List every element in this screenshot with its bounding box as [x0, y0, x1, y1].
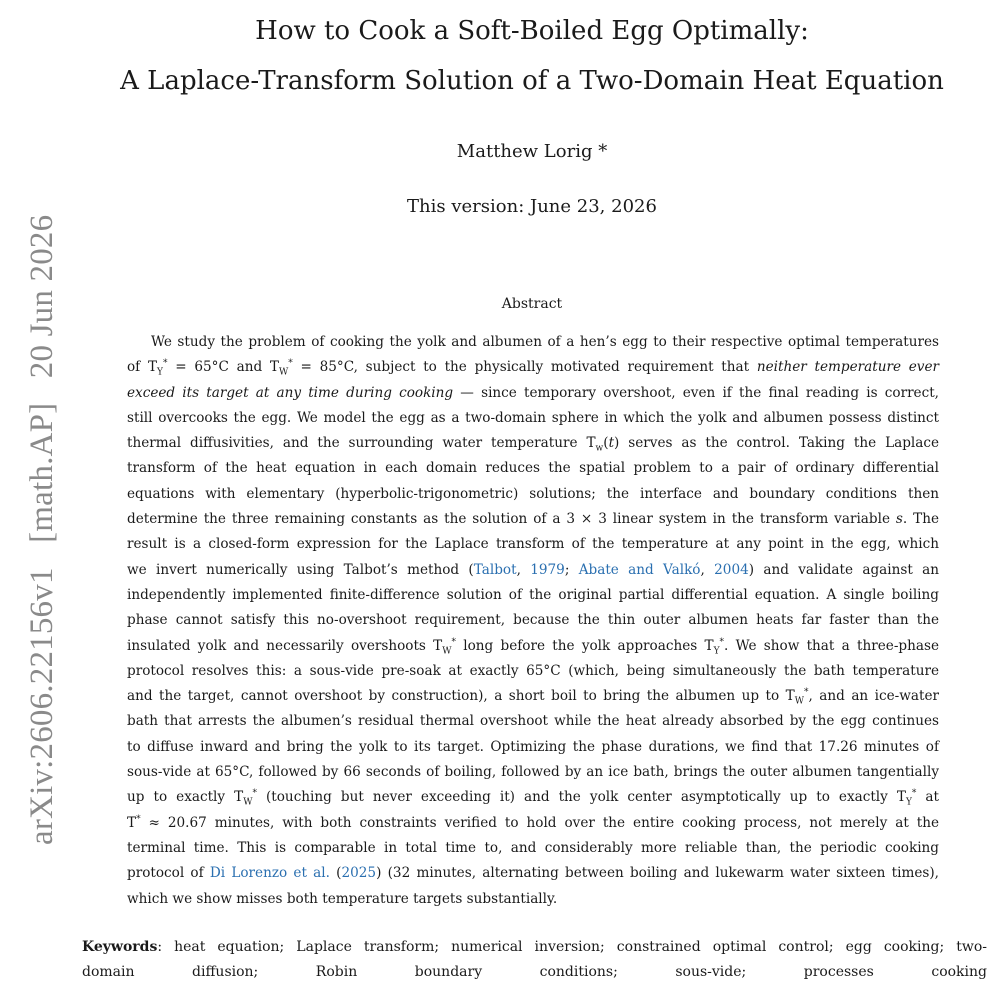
math-script: Y: [713, 646, 720, 657]
abstract-line: [127, 887, 939, 912]
math-script: Y: [905, 798, 912, 809]
abstract-text: still overcooks the egg. We model the egg as a two-domain sphere in which the yolk and albumen possess distinct: [127, 409, 939, 426]
keywords-block: [82, 935, 987, 985]
abstract-text: and the target, cannot overshoot by construction), a short boil to bring the albumen up to T: [127, 688, 795, 705]
abstract-text: = 85°C, subject to the physically motivated requirement that: [292, 359, 757, 376]
abstract-text: (: [603, 435, 609, 452]
abstract-line: [127, 811, 939, 836]
math-script: *: [252, 788, 257, 799]
abstract-text: t: [608, 435, 615, 452]
author-name: Matthew Lorig *: [456, 141, 608, 162]
abstract-line: [127, 785, 939, 810]
abstract-line: [127, 431, 939, 456]
abstract-text: . We show that a three-phase: [724, 637, 939, 654]
abstract-text: which we show misses both temperature targets substantially.: [127, 890, 558, 907]
abstract-text: , and an ice-water: [808, 688, 939, 705]
abstract-line: [127, 684, 939, 709]
abstract-text: sous-vide at 65°C, followed by 66 seconds of boiling, followed by an ice bath, brings the outer albumen tangentially: [127, 764, 939, 781]
abstract-line: [127, 532, 939, 557]
abstract-line: [127, 608, 939, 633]
paper-title-line-2: A Laplace-Transform Solution of a Two-Domain Heat Equation: [120, 66, 944, 96]
abstract-text: ,: [516, 561, 531, 578]
abstract-text: ,: [700, 561, 715, 578]
abstract-text: terminal time. This is comparable in total time to, and considerably more reliable than, the periodic cooking: [127, 839, 939, 856]
abstract-text: result is a closed-form expression for the Laplace transform of the temperature at any point in the egg, which: [127, 536, 939, 553]
abstract-text: phase cannot satisfy this no-overshoot requirement, because the thin outer albumen heats far faster than the: [127, 612, 939, 629]
abstract-line: [127, 355, 939, 380]
math-script: Y: [157, 368, 163, 379]
abstract-text: . The: [902, 511, 940, 528]
abstract-text: (touching but never exceeding it) and the yolk center asymptotically up to exactly T: [256, 789, 906, 806]
abstract-text: insulated yolk and necessarily overshoots T: [127, 637, 443, 654]
citation-link[interactable]: Talbot: [473, 561, 517, 578]
abstract-text: determine the three remaining constants as the solution of a 3 × 3 linear system in the transform variable: [127, 511, 896, 528]
math-script: *: [288, 358, 293, 369]
citation-link[interactable]: Abate and Valkó: [578, 561, 701, 578]
abstract-text: T: [127, 814, 137, 831]
abstract-text: protocol resolves this: a sous-vide pre-soak at exactly 65°C (which, being simultaneously the bath temperature: [127, 662, 939, 679]
abstract-line: [127, 659, 939, 684]
abstract-text: (: [329, 865, 342, 882]
arxiv-category: [math.AP]: [24, 402, 60, 543]
math-script: W: [243, 798, 253, 809]
abstract-text: to diffuse inward and bring the yolk to its target. Optimizing the phase durations, we find that 17.26 minutes of: [127, 738, 939, 755]
abstract-text: long before the yolk approaches T: [456, 637, 714, 654]
abstract-text: we invert numerically using Talbot’s method (: [127, 561, 474, 578]
abstract-line: [127, 861, 939, 886]
abstract-text: independently implemented finite-difference solution of the original partial differential equation. A single boiling: [127, 586, 939, 603]
abstract-text: s: [895, 511, 903, 528]
abstract-line: [127, 558, 939, 583]
abstract-text: We study the problem of cooking the yolk and albumen of a hen’s egg to their respective optimal temperatures: [151, 334, 939, 350]
abstract-text: ≈ 20.67 minutes, with both constraints verified to hold over the entire cooking process, not merely at the: [140, 814, 939, 831]
abstract-text: = 65°C and T: [167, 359, 279, 376]
citation-link[interactable]: 2025: [341, 865, 377, 882]
abstract-line: [127, 709, 939, 734]
abstract-text: ) serves as the control. Taking the Laplace: [614, 435, 940, 452]
math-script: W: [794, 696, 804, 707]
abstract-text: neither temperature ever: [756, 359, 939, 376]
abstract-text: ) (32 minutes, alternating between boiling and lukewarm water sixteen times),: [376, 865, 939, 882]
citation-link[interactable]: 2004: [714, 561, 749, 578]
abstract-body: [127, 330, 939, 912]
math-script: *: [451, 637, 456, 648]
abstract-line: [127, 507, 939, 532]
math-script: *: [136, 814, 141, 825]
citation-link[interactable]: Di Lorenzo et al.: [209, 865, 330, 882]
math-script: *: [911, 788, 917, 799]
abstract-text: thermal diffusivities, and the surrounding water temperature T: [127, 435, 596, 452]
version-date: This version: June 23, 2026: [407, 196, 657, 217]
keywords-text-line-1: : heat equation; Laplace transform; numerical inversion; constrained optimal control; egg cooking; two-: [157, 939, 987, 955]
abstract-line: [127, 456, 939, 481]
abstract-line: [127, 634, 939, 659]
abstract-text: protocol of: [127, 865, 210, 882]
abstract-line: [127, 330, 939, 355]
abstract-text: at: [916, 789, 939, 806]
abstract-text: — since temporary overshoot, even if the final reading is correct,: [453, 384, 940, 401]
abstract-heading: Abstract: [501, 296, 563, 312]
math-script: W: [278, 368, 289, 379]
arxiv-identifier-stamp: [22, 175, 62, 845]
abstract-text: exceed its target at any time during cooking: [127, 384, 454, 401]
math-script: *: [162, 358, 168, 369]
abstract-text: ) and validate against an: [748, 561, 939, 578]
math-script: *: [803, 687, 809, 698]
abstract-line: [127, 836, 939, 861]
keywords-label: Keywords: [82, 939, 158, 955]
abstract-text: bath that arrests the albumen’s residual thermal overshoot while the heat already absorbed by the egg continues: [127, 713, 939, 730]
math-script: W: [442, 646, 452, 657]
math-script: *: [719, 637, 725, 648]
abstract-line: [127, 735, 939, 760]
keywords-text-line-2: domain diffusion; Robin boundary conditions; sous-vide; processes cooking: [82, 964, 987, 980]
abstract-text: of T: [127, 359, 158, 376]
abstract-line: [127, 381, 939, 406]
abstract-line: [127, 406, 939, 431]
abstract-line: [127, 760, 939, 785]
abstract-line: [127, 482, 939, 507]
citation-link[interactable]: 1979: [530, 561, 565, 578]
abstract-text: ;: [564, 561, 579, 578]
abstract-line: [127, 583, 939, 608]
arxiv-id: arXiv:2606.22156v1: [24, 567, 60, 845]
abstract-text: transform of the heat equation in each domain reduces the spatial problem to a pair of ordinary differential: [127, 460, 939, 477]
abstract-text: up to exactly T: [127, 789, 244, 806]
arxiv-date: 20 Jun 2026: [24, 214, 60, 379]
paper-title-line-1: How to Cook a Soft-Boiled Egg Optimally:: [255, 16, 809, 46]
math-script: w: [595, 443, 604, 454]
abstract-text: equations with elementary (hyperbolic-trigonometric) solutions; the interface and boundary conditions then: [127, 485, 939, 502]
